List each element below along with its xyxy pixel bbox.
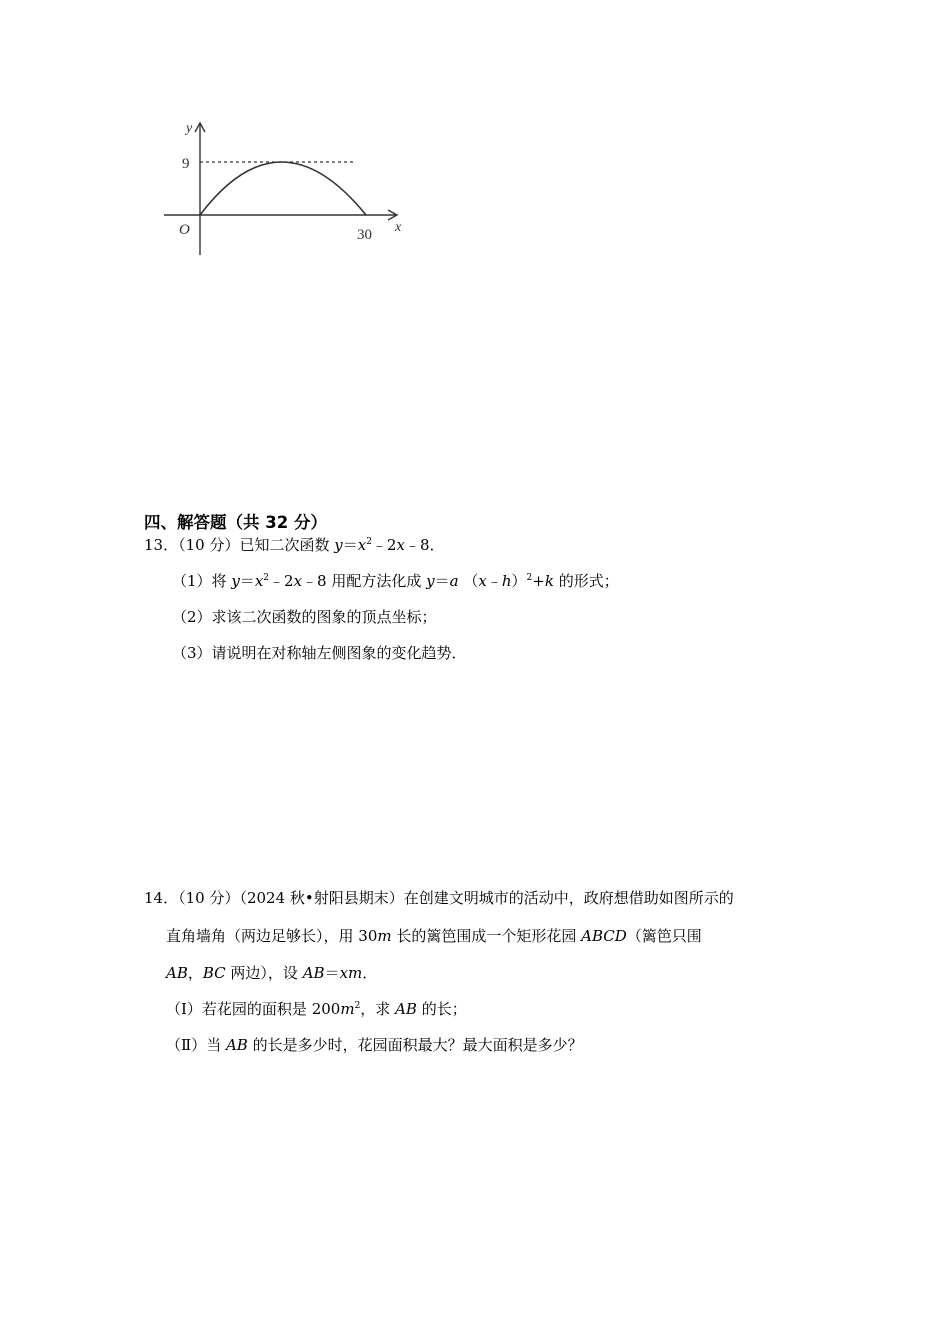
math-ab: AB: [225, 1036, 248, 1054]
math-eq: ＝: [434, 572, 450, 590]
math-sup: 2: [526, 573, 533, 583]
math-sup: 2: [263, 573, 270, 583]
math-x: x: [293, 572, 303, 590]
math-abcd: ABCD: [581, 927, 627, 945]
math-x: x: [357, 536, 367, 554]
math-x: x: [478, 572, 487, 590]
q13-p1-text: （1）将: [172, 572, 232, 590]
q13-number: 13．: [144, 536, 179, 554]
section-title: 四、解答题（共 32 分）: [144, 513, 327, 532]
math-part: （: [458, 572, 479, 590]
math-eq: ＝: [324, 964, 340, 982]
q14-line3: [166, 963, 377, 983]
q14-line2: [166, 926, 702, 946]
math-ab: AB: [395, 1000, 417, 1018]
q14-p1-text: （Ⅰ）若花园的面积是 200: [166, 1000, 341, 1018]
q14-p1-text: ，求: [360, 1000, 396, 1018]
math-xm: xm: [339, 964, 363, 982]
math-sup: 2: [366, 537, 372, 547]
q14-text: （篱笆只围: [626, 927, 702, 945]
q14-text: 长的篱笆围成一个矩形花园: [391, 927, 582, 945]
q14-part2: [166, 1035, 583, 1055]
math-y: y: [426, 572, 435, 590]
parabola-curve: [200, 162, 366, 215]
math-h: h: [501, 572, 512, 590]
q14-number: 14．: [144, 889, 179, 907]
math-y: y: [231, 572, 240, 590]
q13-p1-text: ﹣8 用配方法化成: [302, 572, 427, 590]
math-m: m: [377, 927, 392, 945]
math-ab: AB: [302, 964, 325, 982]
q13-part1: [172, 571, 619, 591]
q13-p1-text: 的形式；: [553, 572, 619, 590]
math-ab: AB: [166, 964, 188, 982]
math-eq: ＝: [342, 536, 358, 554]
q14-text: 两边），设: [225, 964, 303, 982]
q14-text: 直角墙角（两边足够长），用 30: [166, 927, 378, 945]
q14-p2-text: 的长是多少时，花园面积最大？最大面积是多少？: [247, 1036, 583, 1054]
math-part: ﹣8．: [404, 536, 445, 554]
math-m: m: [340, 1000, 355, 1018]
q13-part2: （2）求该二次函数的图象的顶点坐标；: [172, 608, 437, 626]
math-y: y: [334, 536, 343, 554]
math-part: ）: [511, 572, 527, 590]
q13-stem-text: （10 分）已知二次函数: [178, 536, 335, 554]
math-part: +: [532, 572, 545, 590]
math-part: ﹣: [486, 572, 502, 590]
parabola-figure: [150, 112, 420, 262]
math-part: ﹣2: [371, 536, 397, 554]
math-k: k: [544, 572, 554, 590]
q13-stem: [144, 535, 444, 555]
math-eq: ＝: [239, 572, 255, 590]
math-part: ﹣2: [269, 572, 294, 590]
x-tick-label: 30: [357, 227, 372, 243]
q14-text: （10 分）（2024 秋•射阳县期末）在创建文明城市的活动中，政府想借助如图所示的: [178, 889, 734, 907]
q13-part3: （3）请说明在对称轴左侧图象的变化趋势．: [172, 644, 467, 662]
q14-line1: [144, 888, 734, 908]
q14-part1: [166, 999, 467, 1019]
y-axis-label: y: [186, 121, 193, 136]
q14-text: ，: [187, 964, 203, 982]
q14-text: ．: [362, 964, 378, 982]
math-a: a: [449, 572, 459, 590]
math-x: x: [396, 536, 405, 554]
math-sup: 2: [354, 1001, 361, 1011]
origin-label: O: [179, 222, 190, 238]
q14-p2-text: （Ⅱ）当: [166, 1036, 226, 1054]
q14-p1-text: 的长；: [416, 1000, 467, 1018]
math-bc: BC: [202, 964, 226, 982]
y-tick-label: 9: [182, 156, 190, 172]
math-x: x: [254, 572, 264, 590]
x-axis-label: x: [395, 220, 402, 235]
